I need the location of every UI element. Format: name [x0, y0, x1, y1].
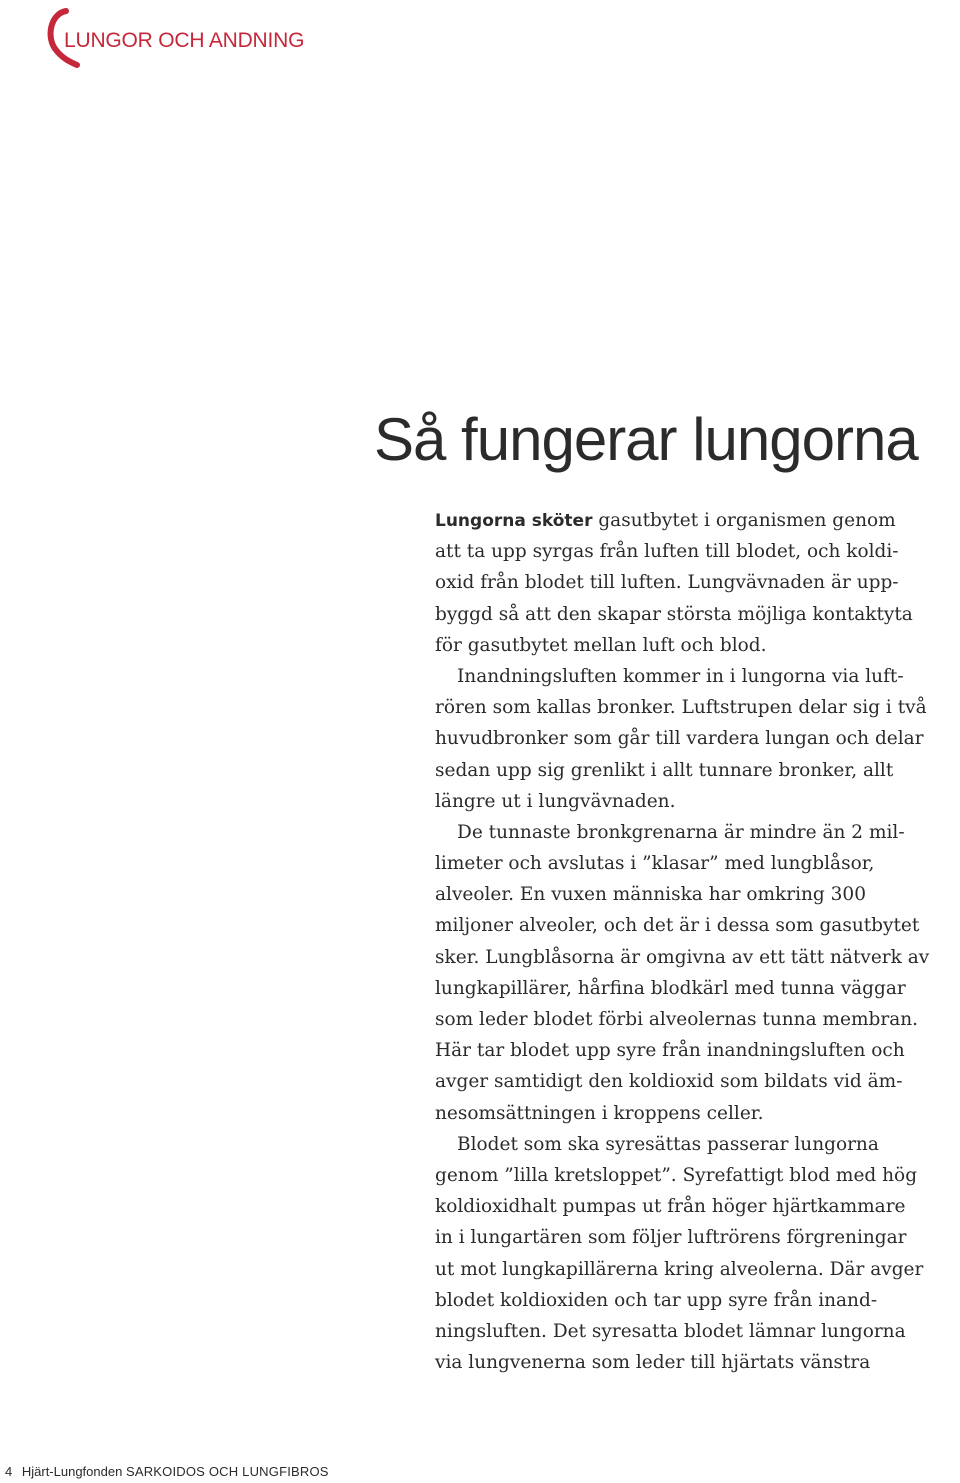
text-line: längre ut i lungvävnaden.	[435, 790, 676, 812]
text-line: nesomsättningen i kroppens celler.	[435, 1102, 764, 1124]
text-line: genom ”lilla kretsloppet”. Syrefattigt blod med hög	[435, 1164, 918, 1186]
text-line: alveoler. En vuxen människa har omkring 300	[435, 884, 866, 906]
text-line: koldioxidhalt pumpas ut från höger hjärtkammare	[435, 1196, 906, 1218]
text-line: ut mot lungkapillärerna kring alveolerna. Där avger	[435, 1258, 924, 1280]
text-line: blodet koldioxiden och tar upp syre från inand-	[435, 1289, 878, 1311]
text-line: som leder blodet förbi alveolernas tunna membran.	[435, 1009, 919, 1030]
lead-in: Lungorna sköter	[435, 511, 593, 531]
text-line: ningsluften. Det syresatta blodet lämnar lungorna	[435, 1320, 906, 1342]
page-footer	[5, 1464, 329, 1479]
text-line: rören som kallas bronker. Luftstrupen delar sig i två	[435, 697, 927, 719]
text-line: Här tar blodet upp syre från inandningsluften och	[435, 1040, 905, 1062]
article-body	[435, 505, 940, 1378]
text-line: miljoner alveoler, och det är i dessa som gasutbytet	[435, 915, 920, 937]
section-title: LUNGOR OCH ANDNING	[64, 29, 305, 52]
text-line: sedan upp sig grenlikt i allt tunnare bronker, allt	[435, 759, 894, 781]
text-line: limeter och avslutas i ”klasar” med lungblåsor,	[435, 853, 875, 875]
text-line: Inandningsluften kommer in i lungorna via luft-	[457, 665, 904, 687]
text-line: De tunnaste bronkgrenarna är mindre än 2 mil-	[457, 821, 905, 843]
text-line: oxid från blodet till luften. Lungvävnaden är upp-	[435, 572, 899, 594]
text-line: Lungorna sköter gasutbytet i organismen genom	[435, 510, 896, 531]
text-line: för gasutbytet mellan luft och blod.	[435, 634, 767, 656]
publisher-name: Hjärt-Lungfonden	[21, 1464, 123, 1479]
brochure-title: SARKOIDOS OCH LUNGFIBROS	[125, 1464, 329, 1479]
text-line: byggd så att den skapar största möjliga kontaktyta	[435, 603, 913, 625]
text-line: Blodet som ska syresättas passerar lungorna	[457, 1133, 879, 1155]
text-line: huvudbronker som går till vardera lungan och delar	[435, 728, 924, 750]
text-line: via lungvenerna som leder till hjärtats vänstra	[435, 1352, 871, 1374]
text-line: sker. Lungblåsorna är omgivna av ett tätt nätverk av	[435, 946, 930, 968]
page-title: Så fungerar lungorna	[374, 406, 918, 473]
text-line: att ta upp syrgas från luften till blodet, och koldi-	[435, 541, 899, 563]
text-line: avger samtidigt den koldioxid som bildats vid äm-	[435, 1071, 903, 1093]
text-line: lungkapillärer, hårfina blodkärl med tunna väggar	[435, 977, 906, 999]
text-line: in i lungartären som följer luftrörens förgreningar	[435, 1227, 907, 1249]
page-number: 4	[5, 1464, 13, 1479]
